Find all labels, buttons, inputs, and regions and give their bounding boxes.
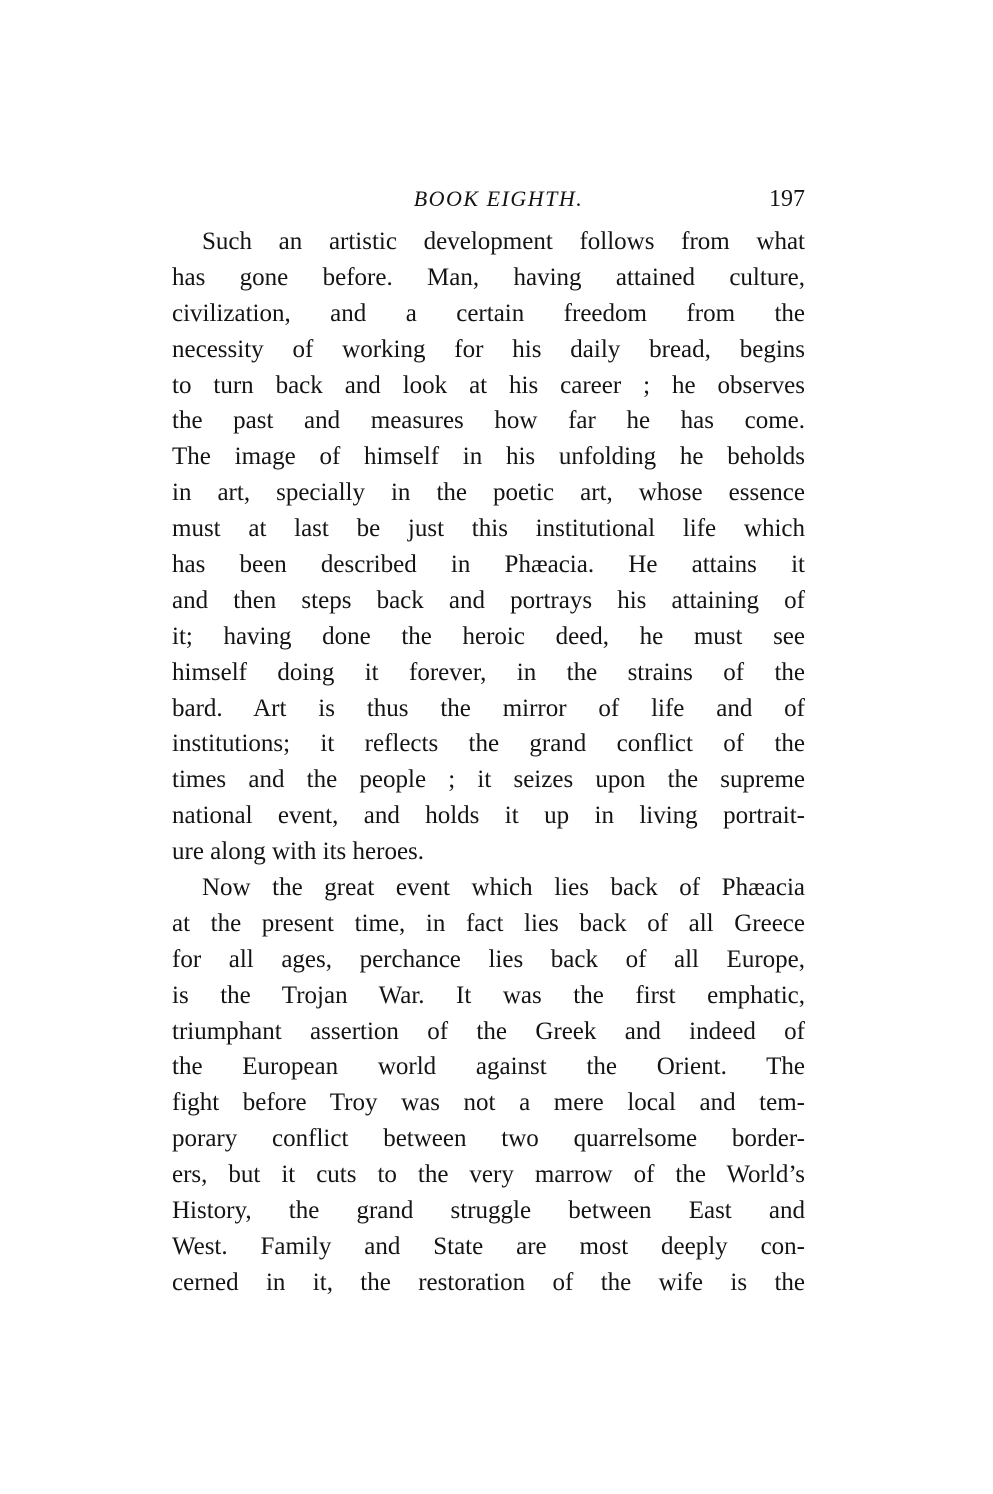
text-line: institutions; it reflects the grand conflict of the — [172, 730, 805, 758]
text-line: has been described in Phæacia. He attains it — [172, 551, 805, 579]
text-line: ers, but it cuts to the very marrow of the World’s — [172, 1161, 805, 1189]
text-line: times and the people ; it seizes upon the supreme — [172, 766, 805, 794]
text-line: and then steps back and portrays his attaining of — [172, 586, 805, 614]
text-line: civilization, and a certain freedom from the — [172, 299, 805, 327]
text-line: ure along with its heroes. — [172, 838, 425, 866]
text-line: West. Family and State are most deeply con- — [172, 1232, 805, 1260]
text-line: Now the great event which lies back of Phæacia — [202, 874, 805, 902]
text-line: in art, specially in the poetic art, whose essence — [172, 479, 805, 507]
text-line: necessity of working for his daily bread, begins — [172, 335, 805, 363]
text-line: triumphant assertion of the Greek and indeed of — [172, 1017, 805, 1045]
running-title: BOOK EIGHTH. — [413, 186, 584, 211]
paragraph-1 — [172, 224, 805, 870]
text-line: cerned in it, the restoration of the wife is the — [172, 1268, 805, 1296]
text-line: it; having done the heroic deed, he must see — [172, 622, 805, 650]
text-line: national event, and holds it up in living portrait- — [172, 802, 805, 830]
text-line: the past and measures how far he has come. — [172, 407, 805, 435]
page-number: 197 — [769, 186, 805, 212]
text-line: for all ages, perchance lies back of all Europe, — [172, 945, 805, 973]
text-line: is the Trojan War. It was the first emphatic, — [172, 981, 805, 1009]
text-line: must at last be just this institutional life which — [172, 515, 805, 543]
body-text — [172, 224, 805, 1301]
text-line: to turn back and look at his career ; he observes — [172, 371, 805, 399]
paragraph-2 — [172, 870, 805, 1301]
text-line: at the present time, in fact lies back of all Greece — [172, 909, 805, 937]
text-line: Such an artistic development follows from what — [202, 228, 805, 255]
text-line: fight before Troy was not a mere local and tem- — [172, 1089, 805, 1117]
text-line: the European world against the Orient. The — [172, 1053, 805, 1081]
text-line: has gone before. Man, having attained culture, — [172, 263, 805, 291]
text-line: porary conflict between two quarrelsome border- — [172, 1125, 805, 1153]
running-head — [172, 184, 805, 214]
text-line: bard. Art is thus the mirror of life and of — [172, 694, 805, 722]
text-line: himself doing it forever, in the strains of the — [172, 658, 805, 686]
text-line: The image of himself in his unfolding he beholds — [172, 443, 805, 471]
text-line: History, the grand struggle between East and — [172, 1197, 805, 1225]
